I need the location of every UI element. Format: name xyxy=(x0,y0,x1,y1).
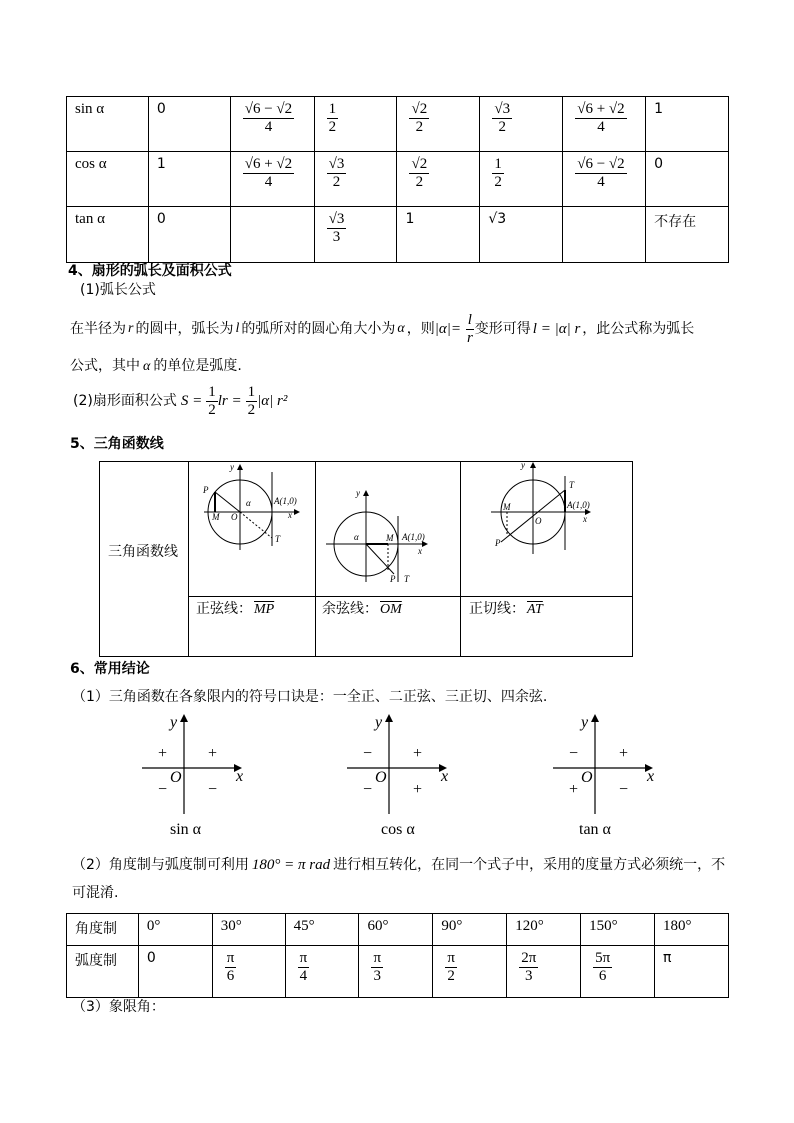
fraction-denominator: 4 xyxy=(264,173,273,190)
row-label xyxy=(67,97,149,152)
degree-value: 90° xyxy=(441,918,463,934)
fraction-numerator: √6 − √2 xyxy=(244,101,293,117)
sign-rule-text: （1）三角函数在各象限内的符号口诀是：一全正、二正弦、三正切、四余弦. xyxy=(72,689,548,705)
function-name: sin α xyxy=(75,101,105,117)
fraction xyxy=(243,156,294,190)
arc-length-paragraph xyxy=(70,314,694,344)
fraction-numerator: √2 xyxy=(411,101,428,117)
fraction-denominator: r xyxy=(466,329,473,346)
para-text: ，则 xyxy=(406,321,435,337)
quadrant-4-sign: + xyxy=(413,781,423,798)
cell-value: 0 xyxy=(156,211,166,227)
label-A: A(1,0) xyxy=(567,500,590,510)
degree-value: 120° xyxy=(515,918,544,934)
para-text: 变形可得 xyxy=(474,321,531,337)
degree-cell xyxy=(138,914,212,946)
label-y: y xyxy=(521,460,525,470)
cell-value: 1 xyxy=(156,156,166,172)
alpha-symbol: α xyxy=(397,321,405,336)
sine-line-value: $\overline{MP}$ xyxy=(254,602,275,617)
label-M: M xyxy=(212,512,220,522)
unit-circle-figure-1 xyxy=(200,462,312,552)
arc-length-formula: l = |α| r xyxy=(532,321,581,337)
quadrant-3-sign: − xyxy=(363,781,373,798)
l-over-r-fraction xyxy=(465,312,475,346)
row-label xyxy=(67,152,149,207)
table-cell xyxy=(397,97,480,152)
degree-radian-table xyxy=(66,913,729,998)
table-cell xyxy=(397,152,480,207)
degree-value: 180° xyxy=(663,918,692,934)
unit-circle-figure-2 xyxy=(322,486,452,586)
fraction-denominator: 6 xyxy=(226,967,235,984)
extension xyxy=(240,512,272,538)
label-T: T xyxy=(404,574,410,584)
radian-cell xyxy=(285,946,359,998)
half-fraction xyxy=(206,384,218,418)
fraction xyxy=(593,950,612,984)
cosine-label-text: 余弦线： xyxy=(322,601,378,617)
table-cell xyxy=(563,207,646,263)
fraction-numerator: √6 + √2 xyxy=(577,101,625,117)
fraction-denominator: 3 xyxy=(373,967,381,984)
table-cell xyxy=(230,97,314,152)
axis-y-label: y xyxy=(581,714,589,731)
fraction-numerator: 1 xyxy=(208,384,216,400)
label-y: y xyxy=(356,488,360,498)
quadrant-3-sign: + xyxy=(569,781,579,798)
radian-cell xyxy=(212,946,285,998)
fraction-denominator: 2 xyxy=(415,173,424,190)
para-text: （2）角度制与弧度制可利用 xyxy=(72,857,249,873)
label-A: A(1,0) xyxy=(402,532,425,542)
degree-cell xyxy=(581,914,655,946)
fraction xyxy=(327,211,347,245)
fraction-numerator: l xyxy=(467,312,472,328)
trig-values-table xyxy=(66,96,729,263)
fraction-numerator: 2π xyxy=(521,950,537,966)
quadrant-4-sign: − xyxy=(619,781,629,798)
function-name: cos α xyxy=(75,156,107,172)
fraction xyxy=(409,156,429,190)
axis-y-label: y xyxy=(375,714,383,731)
table-cell xyxy=(230,207,314,263)
origin-label: O xyxy=(170,769,182,786)
degree-value: 60° xyxy=(367,918,389,934)
radian-cell xyxy=(507,946,581,998)
degree-value: 150° xyxy=(589,918,618,934)
label-P: P xyxy=(203,485,209,495)
table-cell xyxy=(314,97,397,152)
fraction xyxy=(445,950,457,984)
radian-row xyxy=(67,946,729,998)
y-arrow xyxy=(180,714,188,722)
y-arrow xyxy=(237,464,243,470)
degree-cell xyxy=(359,914,433,946)
fraction-numerator: √6 − √2 xyxy=(577,156,625,172)
label-P: P xyxy=(495,538,501,548)
fraction-numerator: √3 xyxy=(328,211,345,227)
sector-area-label: (2)扇形面积公式 xyxy=(73,393,177,409)
fraction-numerator: π xyxy=(373,950,382,966)
label-M: M xyxy=(503,502,511,512)
sine-label-text: 正弦线： xyxy=(196,601,252,617)
quadrant-2-sign: + xyxy=(158,745,168,762)
row-label: 角度制 xyxy=(67,914,139,946)
table-cell xyxy=(646,97,729,152)
table-cell xyxy=(563,97,646,152)
label-O: O xyxy=(231,512,238,522)
sign-plot xyxy=(345,712,455,842)
fraction-denominator: 2 xyxy=(208,401,216,418)
plot-caption: tan α xyxy=(579,821,611,838)
conversion-paragraph xyxy=(72,856,725,874)
label-P: P xyxy=(390,574,396,584)
table-cell xyxy=(148,152,230,207)
cell-value: 1 xyxy=(405,211,415,227)
fraction xyxy=(371,950,383,984)
para-text: 在半径为 xyxy=(70,321,126,337)
fraction-denominator: 2 xyxy=(494,173,502,190)
row-label: 弧度制 xyxy=(67,946,139,998)
radius-symbol: r xyxy=(128,321,134,336)
trig-lines-row-label: 三角函数线 xyxy=(108,544,178,560)
table-cell xyxy=(563,152,646,207)
origin-label: O xyxy=(375,769,387,786)
label-x: x xyxy=(418,546,422,556)
label-T: T xyxy=(275,534,281,544)
label-M: M xyxy=(386,533,394,543)
section5-heading: 5、三角函数线 xyxy=(70,436,164,452)
y-arrow xyxy=(530,462,536,468)
table-cell xyxy=(480,97,563,152)
fraction xyxy=(575,156,626,190)
fraction-denominator: 4 xyxy=(597,173,605,190)
label-alpha: α xyxy=(246,498,251,508)
para-text: 的弧所对的圆心角大小为 xyxy=(241,321,396,337)
fraction xyxy=(492,101,512,135)
radian-cell xyxy=(359,946,433,998)
fraction-denominator: 3 xyxy=(525,967,533,984)
area-tail: |α| r² xyxy=(257,393,288,409)
fraction-denominator: 2 xyxy=(447,967,455,984)
quadrant-4-sign: − xyxy=(208,781,218,798)
fraction xyxy=(327,101,339,135)
fraction-denominator: 2 xyxy=(498,118,506,135)
degree-cell xyxy=(433,914,507,946)
cell-value: 不存在 xyxy=(654,214,697,230)
fraction-denominator: 6 xyxy=(598,967,607,984)
radian-cell xyxy=(581,946,655,998)
fraction-numerator: π xyxy=(299,950,308,966)
fraction-numerator: √6 + √2 xyxy=(244,156,293,172)
fraction-denominator: 2 xyxy=(328,118,337,135)
fraction xyxy=(327,156,347,190)
arc-symbol: l xyxy=(235,321,240,336)
label-x: x xyxy=(288,510,292,520)
x-arrow xyxy=(294,509,300,515)
trig-row xyxy=(67,207,729,263)
fraction-denominator: 4 xyxy=(597,118,605,135)
table-cell xyxy=(480,152,563,207)
quadrant-angle-item: （3）象限角： xyxy=(72,999,165,1015)
fraction xyxy=(243,101,294,135)
fraction xyxy=(519,950,538,984)
fraction-numerator: 1 xyxy=(494,156,502,172)
section4-heading: 4、扇形的弧长及面积公式 xyxy=(68,263,232,279)
fraction xyxy=(409,101,429,135)
label-O: O xyxy=(535,516,542,526)
function-name: tan α xyxy=(75,211,105,227)
fraction-numerator: 1 xyxy=(328,101,337,117)
para-text: 的圆中，弧长为 xyxy=(135,321,234,337)
quadrant-1-sign: + xyxy=(208,745,218,762)
degree-cell xyxy=(655,914,729,946)
fraction-numerator: √3 xyxy=(494,101,511,117)
table-cell xyxy=(314,207,397,263)
sine-line-label xyxy=(196,600,274,619)
radian-cell xyxy=(433,946,507,998)
fraction-numerator: 1 xyxy=(247,384,256,400)
conversion-formula: 180° = π rad xyxy=(251,857,331,873)
label-A: A(1,0) xyxy=(274,496,297,506)
fraction-denominator: 2 xyxy=(415,118,424,135)
sector-area-line xyxy=(73,384,287,418)
fraction xyxy=(298,950,310,984)
abs-alpha: |α|= xyxy=(434,321,461,337)
fraction-denominator: 3 xyxy=(332,228,341,245)
tangent-line-value: $\overline{AT}$ xyxy=(527,602,543,617)
label-y: y xyxy=(230,462,234,472)
label-alpha: α xyxy=(354,532,359,542)
quadrant-3-sign: − xyxy=(158,781,168,798)
tangent-line-label xyxy=(469,600,543,619)
plot-caption: sin α xyxy=(170,821,202,838)
half-fraction xyxy=(246,384,258,418)
degree-value: 0° xyxy=(146,918,161,934)
para-text: 进行相互转化，在同一个式子中，采用的度量方式必须统一，不 xyxy=(333,857,726,873)
fraction-denominator: 2 xyxy=(332,173,341,190)
para-text: 公式，其中 xyxy=(70,358,140,374)
label-T: T xyxy=(569,480,575,490)
fraction-numerator: √3 xyxy=(328,156,345,172)
table-cell xyxy=(397,207,480,263)
fraction-numerator: π xyxy=(226,950,235,966)
quadrant-1-sign: + xyxy=(619,745,629,762)
degree-value: 30° xyxy=(220,918,242,934)
fraction xyxy=(575,101,626,135)
label-x: x xyxy=(583,514,587,524)
axis-x-label: x xyxy=(236,768,244,785)
area-symbol: S = xyxy=(180,393,203,409)
terminal-side xyxy=(215,492,240,512)
degree-cell xyxy=(212,914,285,946)
origin-label: O xyxy=(581,769,593,786)
quadrant-2-sign: − xyxy=(569,745,579,762)
degree-value: 45° xyxy=(293,918,315,934)
arc-length-subheading: (1)弧长公式 xyxy=(80,282,156,298)
terminal-side xyxy=(366,544,394,574)
plot-caption: cos α xyxy=(381,821,415,838)
axis-x-label: x xyxy=(441,768,449,785)
table-cell xyxy=(230,152,314,207)
table-cell xyxy=(480,207,563,263)
fraction-numerator: π xyxy=(447,950,455,966)
quadrant-2-sign: − xyxy=(363,745,373,762)
conversion-paragraph-2: 可混淆. xyxy=(72,885,119,901)
trig-row xyxy=(67,152,729,207)
unit-circle-figure-3 xyxy=(487,458,607,558)
axis-x-label: x xyxy=(647,768,655,785)
sign-plot xyxy=(551,712,661,842)
cell-value: 0 xyxy=(156,101,166,117)
trig-row xyxy=(67,97,729,152)
fraction-numerator: 5π xyxy=(595,950,611,966)
para-text: 的单位是弧度. xyxy=(153,358,242,374)
section6-heading: 6、常用结论 xyxy=(70,661,150,677)
fraction-denominator: 4 xyxy=(299,967,308,984)
fraction-denominator: 2 xyxy=(247,401,256,418)
tangent-label-text: 正切线： xyxy=(469,601,525,617)
sign-plot xyxy=(140,712,250,842)
cell-value: π xyxy=(663,950,672,966)
quadrant-1-sign: + xyxy=(413,745,423,762)
cosine-line-label xyxy=(322,600,402,619)
cosine-line-value: $\overline{OM}$ xyxy=(380,602,402,617)
radian-cell xyxy=(138,946,212,998)
table-cell xyxy=(314,152,397,207)
alpha-symbol: α xyxy=(143,359,151,374)
fraction-denominator: 4 xyxy=(264,118,273,135)
degree-row xyxy=(67,914,729,946)
radian-cell xyxy=(655,946,729,998)
degree-cell xyxy=(507,914,581,946)
table-cell xyxy=(148,207,230,263)
cell-value: 0 xyxy=(654,156,664,172)
arc-length-paragraph-2 xyxy=(70,357,242,376)
area-lr: lr = xyxy=(217,393,242,409)
cell-value: 1 xyxy=(654,101,664,117)
table-cell xyxy=(646,207,729,263)
fraction xyxy=(225,950,237,984)
fraction-numerator: √2 xyxy=(411,156,428,172)
row-label xyxy=(67,207,149,263)
axis-y-label: y xyxy=(170,714,178,731)
cell-value: 0 xyxy=(146,950,156,966)
degree-cell xyxy=(285,914,359,946)
para-text: ，此公式称为弧长 xyxy=(582,321,695,337)
table-cell xyxy=(148,97,230,152)
fraction xyxy=(492,156,504,190)
y-arrow xyxy=(385,714,393,722)
y-arrow xyxy=(363,490,369,496)
table-cell xyxy=(646,152,729,207)
y-arrow xyxy=(591,714,599,722)
cell-value: √3 xyxy=(488,211,507,227)
